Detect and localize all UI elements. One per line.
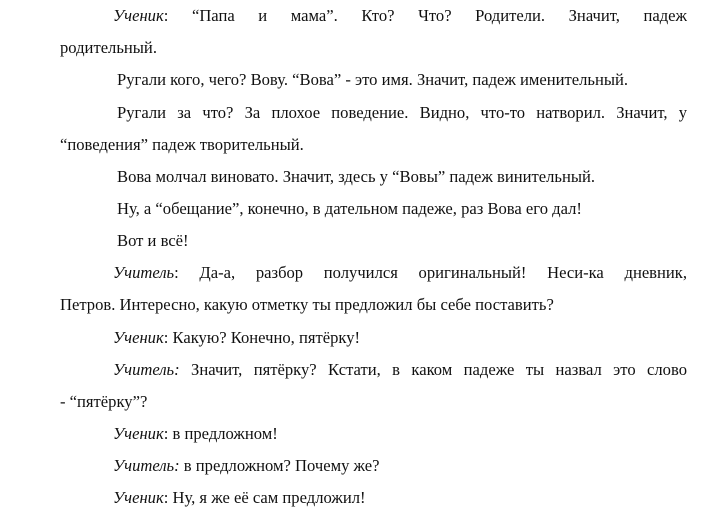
speaker-label: Ученик — [113, 488, 164, 507]
paragraph-line — [113, 456, 380, 476]
speaker-label: Учитель: — [113, 456, 180, 475]
dialogue-text: : Да-а, разбор получился оригинальный! Неси-ка дневник, — [174, 263, 687, 282]
dialogue-text: : Какую? Конечно, пятёрку! — [163, 328, 361, 347]
paragraph-line: “поведения” падеж творительный. — [60, 135, 304, 154]
paragraph-line: Ну, а “обещание”, конечно, в дательном падеже, раз Вова его дал! — [117, 199, 582, 218]
dialogue-text: : Ну, я же её сам предложил! — [163, 488, 366, 507]
paragraph-line: Вова молчал виновато. Значит, здесь у “Вовы” падеж винительный. — [117, 167, 596, 186]
dialogue-text: : “Папа и мама”. Кто? Что? Родители. Значит, падеж — [163, 6, 687, 25]
paragraph-line: Ругали за что? За плохое поведение. Видно, что-то натворил. Значит, у — [117, 103, 687, 122]
paragraph-line — [113, 6, 687, 26]
paragraph-line: Ругали кого, чего? Вову. “Вова” - это имя. Значит, падеж именительный. — [117, 70, 629, 89]
paragraph-line — [113, 424, 278, 444]
paragraph-line — [113, 488, 366, 508]
speaker-label: Учитель — [113, 263, 175, 282]
paragraph-line — [113, 328, 360, 348]
speaker-label: Ученик — [113, 424, 164, 443]
paragraph-line — [113, 360, 687, 380]
dialogue-text: в предложном? Почему же? — [179, 456, 380, 475]
speaker-label: Ученик — [113, 6, 164, 25]
speaker-label: Ученик — [113, 328, 164, 347]
dialogue-text: : в предложном! — [163, 424, 278, 443]
paragraph-line — [113, 263, 687, 283]
paragraph-line: - “пятёрку”? — [60, 392, 148, 411]
speaker-label: Учитель: — [113, 360, 180, 379]
dialogue-text: Значит, пятёрку? Кстати, в каком падеже ты назвал это слово — [179, 360, 687, 379]
paragraph-line: Петров. Интересно, какую отметку ты предложил бы себе поставить? — [60, 295, 554, 314]
paragraph-line: Вот и всё! — [117, 231, 189, 250]
paragraph-line: родительный. — [60, 38, 157, 57]
